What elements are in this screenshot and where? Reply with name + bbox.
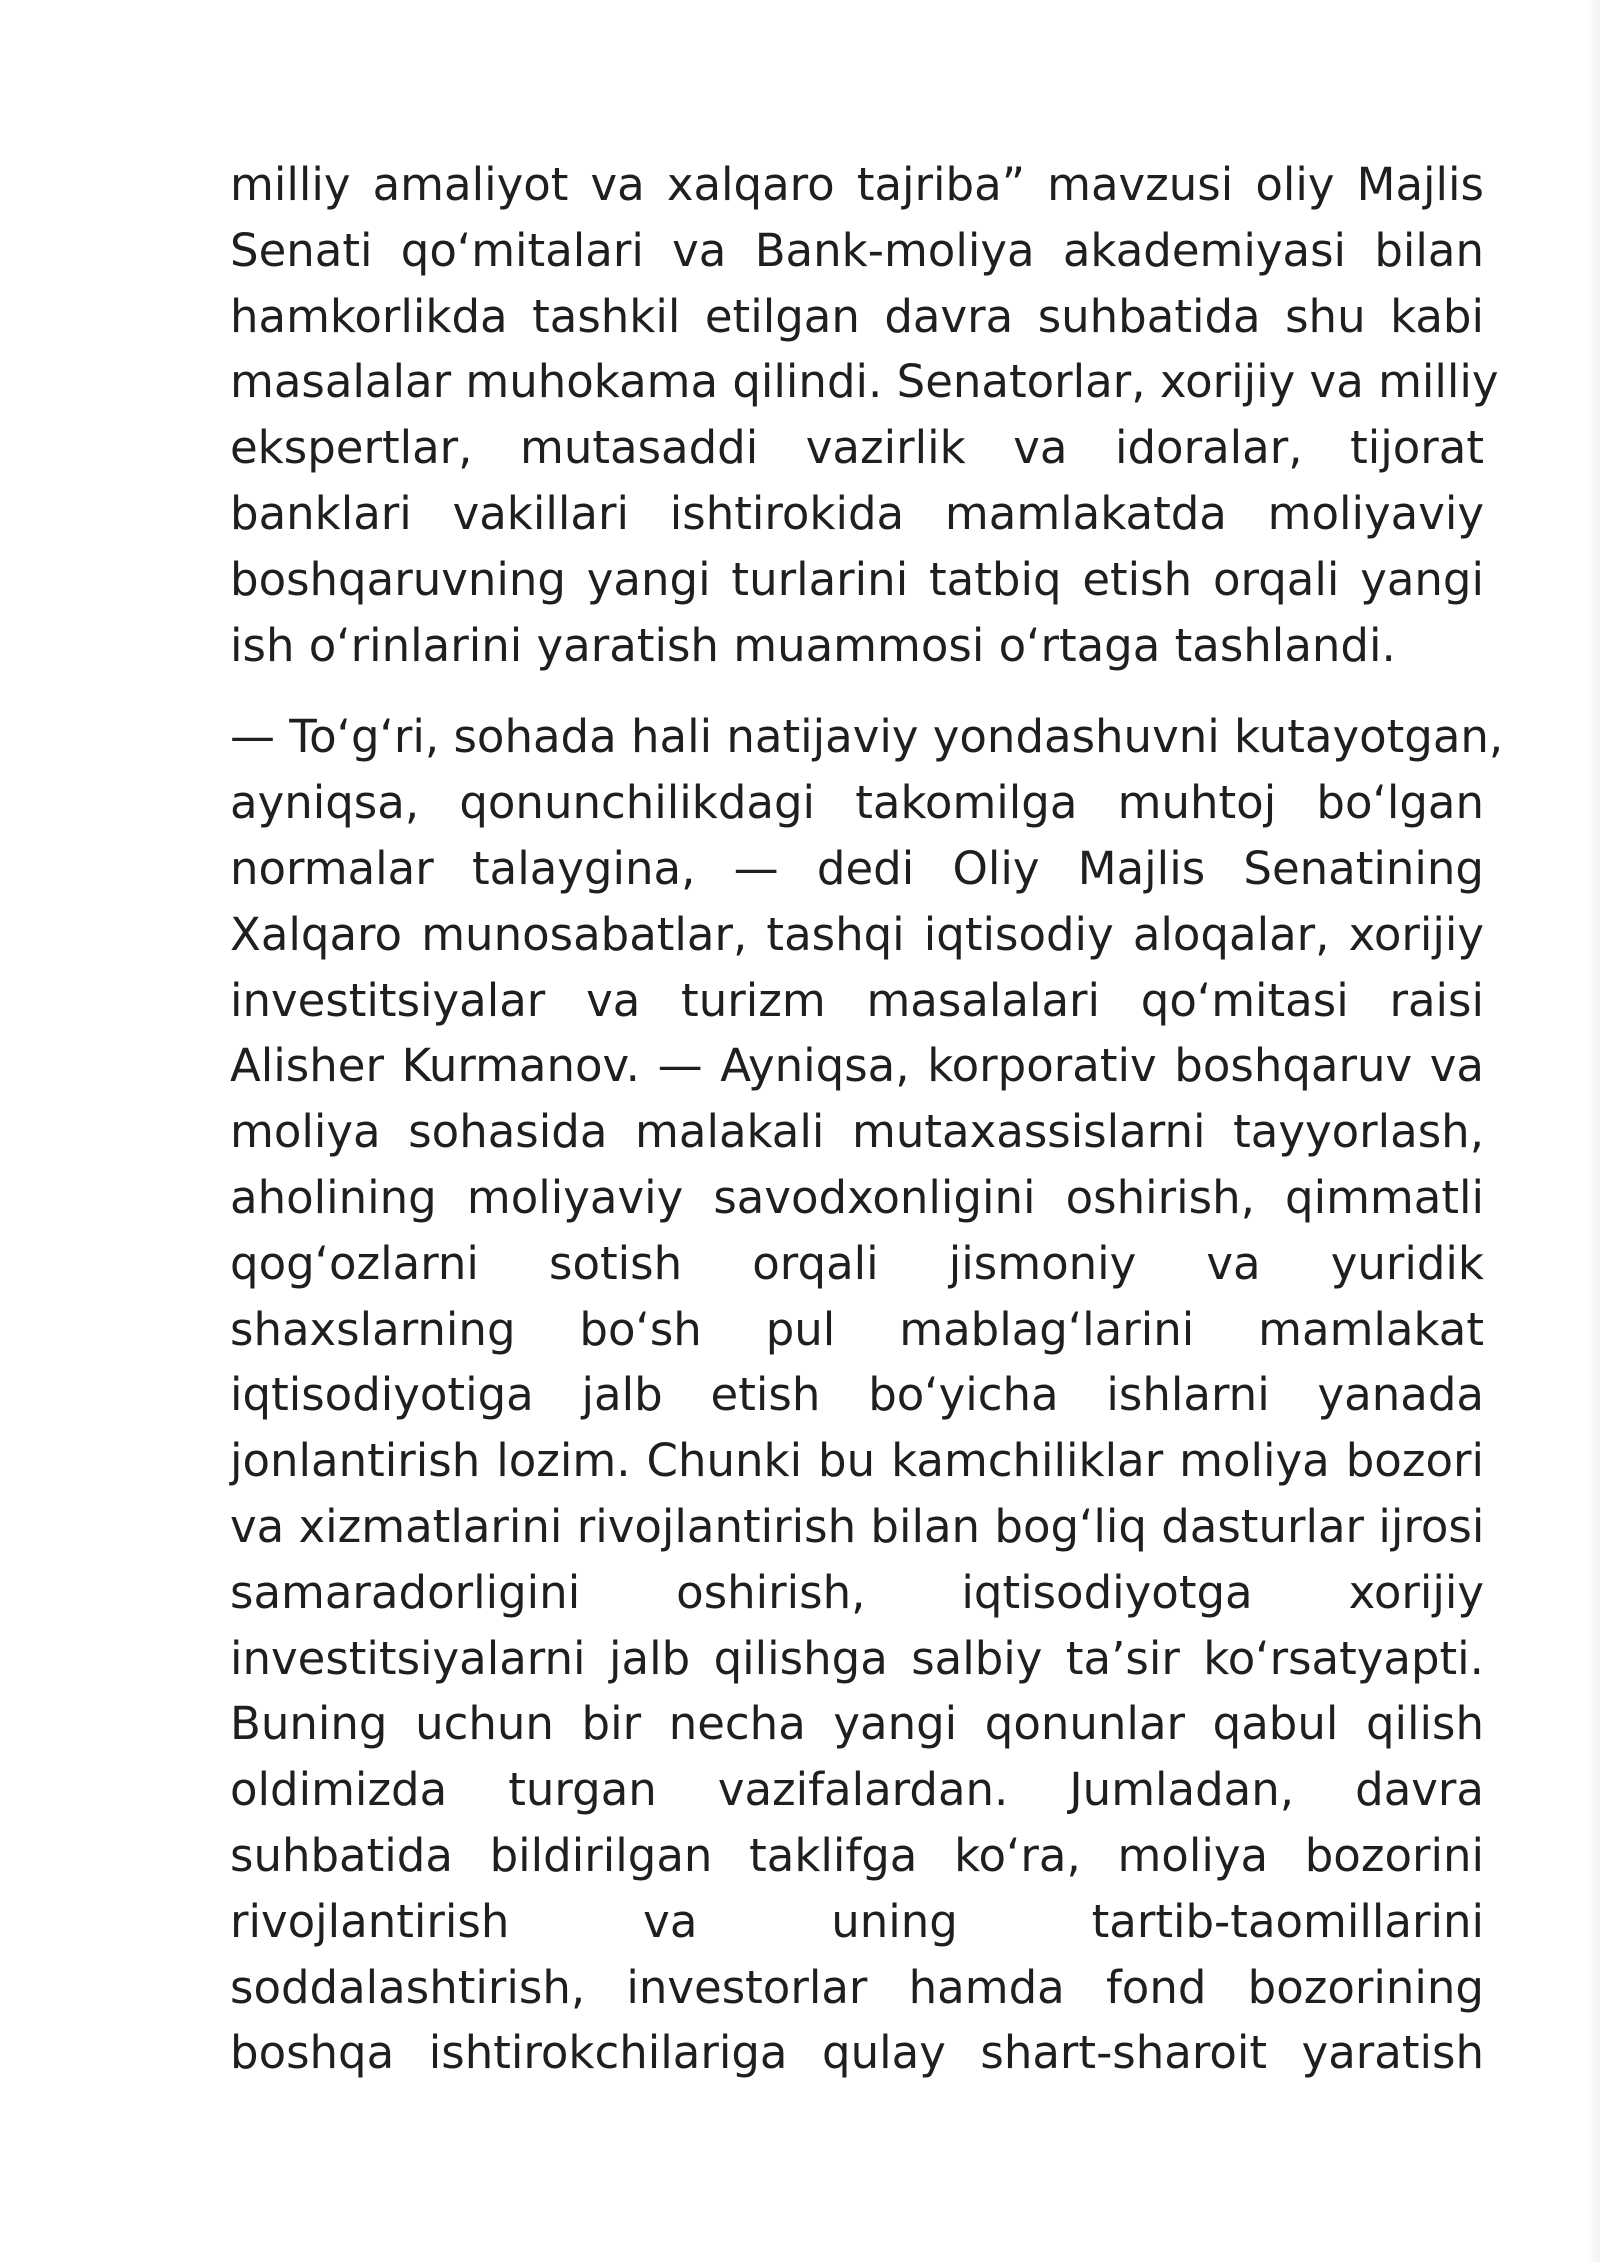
paragraph-1 [230, 152, 1499, 678]
text-line: investitsiyalar va turizm masalalari qo‘mitasi raisi [230, 973, 1484, 1027]
text-line: Buning uchun bir necha yangi qonunlar qabul qilish [230, 1697, 1484, 1751]
text-line: jonlantirish lozim. Chunki bu kamchiliklar moliya bozori [230, 1434, 1484, 1488]
text-line: investitsiyalarni jalb qilishga salbiy ta’sir ko‘rsatyapti. [230, 1631, 1484, 1685]
text-line: suhbatida bildirilgan taklifga ko‘ra, moliya bozorini [230, 1828, 1484, 1882]
paragraph-gap [230, 678, 1484, 704]
paragraph-2 [230, 704, 1504, 2086]
text-line: ayniqsa, qonunchilikdagi takomilga muhtoj bo‘lgan [230, 776, 1484, 830]
text-line: ish o‘rinlarini yaratish muammosi o‘rtaga tashlandi. [230, 618, 1396, 672]
text-line: milliy amaliyot va xalqaro tajriba” mavzusi oliy Majlis [230, 158, 1484, 211]
text-line: banklari vakillari ishtirokida mamlakatda moliyaviy [230, 486, 1484, 540]
text-line: Senati qo‘mitalari va Bank-moliya akademiyasi bilan [230, 223, 1484, 277]
text-line: qog‘ozlarni sotish orqali jismoniy va yuridik [230, 1236, 1484, 1290]
text-line: masalalar muhokama qilindi. Senatorlar, xorijiy va milliy [230, 355, 1499, 409]
article-body [230, 152, 1504, 2086]
text-line: boshqaruvning yangi turlarini tatbiq etish orqali yangi [230, 552, 1484, 606]
text-line: Alisher Kurmanov. — Ayniqsa, korporativ boshqaruv va [230, 1039, 1484, 1093]
text-line: ekspertlar, mutasaddi vazirlik va idoralar, tijorat [230, 421, 1484, 475]
text-line: moliya sohasida malakali mutaxassislarni tayyorlash, [230, 1105, 1484, 1159]
text-line: oldimizda turgan vazifalardan. Jumladan, davra [230, 1763, 1484, 1817]
page-edge-shadow [1586, 0, 1600, 2262]
text-line: normalar talaygina, — dedi Oliy Majlis Senatining [230, 841, 1484, 895]
text-line: Xalqaro munosabatlar, tashqi iqtisodiy aloqalar, xorijiy [230, 907, 1484, 961]
text-line: va xizmatlarini rivojlantirish bilan bog‘liq dasturlar ijrosi [230, 1499, 1485, 1553]
text-line: — To‘g‘ri, sohada hali natijaviy yondashuvni kutayotgan, [230, 710, 1504, 764]
text-line: samaradorligini oshirish, iqtisodiyotga xorijiy [230, 1565, 1484, 1619]
text-line: rivojlantirish va uning tartib-taomillarini [230, 1894, 1484, 1948]
text-line: shaxslarning bo‘sh pul mablag‘larini mamlakat [230, 1302, 1484, 1356]
text-line: iqtisodiyotiga jalb etish bo‘yicha ishlarni yanada [230, 1368, 1484, 1422]
text-line: aholining moliyaviy savodxonligini oshirish, qimmatli [230, 1170, 1484, 1224]
text-line: hamkorlikda tashkil etilgan davra suhbatida shu kabi [230, 289, 1484, 343]
text-line: soddalashtirish, investorlar hamda fond bozorining [230, 1960, 1484, 2014]
text-line: boshqa ishtirokchilariga qulay shart-sharoit yaratish [230, 2026, 1484, 2080]
